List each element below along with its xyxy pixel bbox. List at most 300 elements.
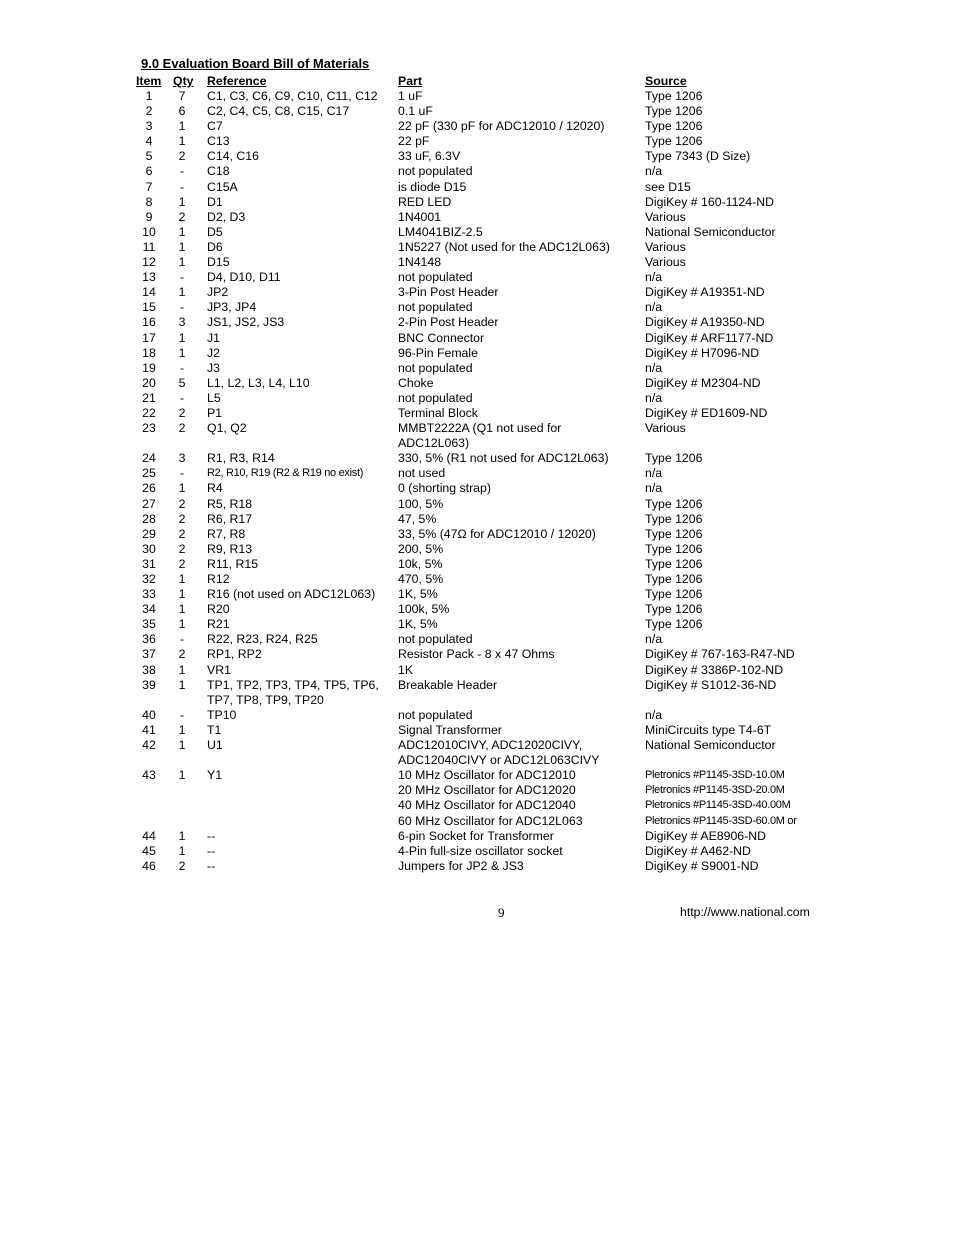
part-description-line: Breakable Header: [398, 677, 498, 692]
reference-designators-line: JP3, JP4: [207, 300, 257, 315]
quantity: -: [179, 164, 185, 179]
part-source-line: DigiKey # H7096-ND: [645, 345, 760, 360]
part-description: [398, 89, 423, 104]
item-number: 44: [142, 828, 156, 843]
part-source-line: Type 1206: [645, 556, 703, 571]
reference-designators: [207, 663, 231, 678]
reference-designators-line: U1: [207, 738, 223, 753]
reference-designators: [207, 391, 221, 406]
part-description: [398, 542, 443, 557]
quantity: 2: [178, 556, 186, 571]
part-description: [398, 497, 443, 512]
part-source-line: see D15: [645, 179, 691, 194]
part-description-line: ADC12010CIVY, ADC12020CIVY,: [398, 738, 583, 753]
part-description: [398, 104, 433, 119]
reference-designators: [207, 451, 275, 466]
reference-designators: [207, 542, 252, 557]
quantity: 2: [178, 647, 186, 662]
part-source-line: Type 1206: [645, 89, 703, 103]
part-source-line: n/a: [645, 360, 663, 375]
part-source: [645, 527, 702, 542]
item-number: 37: [142, 647, 156, 662]
reference-designators-line: C18: [207, 164, 230, 179]
reference-designators: [207, 497, 252, 512]
reference-designators: [207, 527, 245, 542]
quantity: 2: [178, 496, 186, 511]
part-source-line: Type 1206: [645, 587, 703, 602]
reference-designators-line: C13: [207, 134, 230, 149]
quantity: 3: [178, 315, 186, 330]
reference-designators-line: D4, D10, D11: [207, 270, 281, 285]
quantity: -: [179, 360, 185, 375]
part-description: [398, 466, 445, 481]
table-row: [0, 195, 954, 210]
part-source: [645, 663, 783, 678]
part-source: [645, 587, 702, 602]
item-number: 7: [145, 179, 153, 194]
part-description-line: 1K: [398, 662, 414, 677]
reference-designators: [207, 768, 222, 783]
reference-designators: [207, 240, 223, 255]
reference-designators: [207, 119, 223, 134]
part-source-line: Pletronics #P1145-3SD-10.0M: [645, 769, 785, 782]
table-row: [0, 708, 954, 723]
reference-designators: [207, 195, 223, 210]
part-description-line: 200, 5%: [398, 541, 444, 556]
part-description-line: ADC12L063): [398, 436, 470, 451]
quantity: -: [179, 270, 185, 285]
part-source: [645, 678, 776, 693]
part-source-line: Type 7343 (D Size): [645, 149, 751, 164]
reference-designators: [207, 376, 310, 391]
reference-designators: [207, 859, 215, 874]
part-source-line: DigiKey # M2304-ND: [645, 375, 761, 390]
part-description: [398, 768, 583, 828]
table-row: [0, 255, 954, 270]
table-row: [0, 210, 954, 225]
part-source: [645, 406, 767, 421]
part-source: [645, 481, 662, 496]
reference-designators-line: D15: [207, 255, 230, 270]
part-description-line: 0 (shorting strap): [398, 481, 491, 496]
part-source-line: Various: [645, 421, 686, 436]
reference-designators-line: L5: [207, 390, 221, 405]
reference-designators: [207, 466, 363, 481]
part-description: [398, 300, 473, 315]
part-description-line: 2-Pin Post Header: [398, 315, 499, 330]
reference-designators: [207, 361, 220, 376]
part-source-line: n/a: [645, 300, 663, 315]
table-row: [0, 331, 954, 346]
reference-designators: [207, 678, 379, 708]
part-source: [645, 542, 702, 557]
reference-designators: [207, 210, 245, 225]
table-row: [0, 497, 954, 512]
table-row: [0, 119, 954, 134]
table-row: [0, 315, 954, 330]
reference-designators-line: D1: [207, 194, 223, 209]
quantity: 1: [178, 194, 186, 209]
quantity: 1: [178, 828, 186, 843]
item-number: 29: [142, 526, 156, 541]
part-source: [645, 602, 702, 617]
part-description-line: is diode D15: [398, 179, 467, 194]
item-number: 19: [142, 360, 156, 375]
part-description-line: LM4041BIZ-2.5: [398, 224, 483, 239]
part-source: [645, 844, 751, 859]
part-description-line: 0.1 uF: [398, 104, 433, 119]
part-source: [645, 300, 662, 315]
reference-designators: [207, 255, 230, 270]
reference-designators-line: VR1: [207, 662, 231, 677]
part-source: [645, 180, 691, 195]
part-source-line: DigiKey # S9001-ND: [645, 858, 759, 873]
item-number: 28: [142, 511, 156, 526]
part-source-line: DigiKey # A19350-ND: [645, 315, 765, 330]
quantity: 1: [178, 134, 186, 149]
part-source-line: MiniCircuits type T4-6T: [645, 722, 772, 737]
part-source: [645, 270, 662, 285]
item-number: 35: [142, 617, 156, 632]
part-source: [645, 134, 702, 149]
reference-designators-line: C15A: [207, 179, 238, 194]
item-number: 9: [145, 209, 153, 224]
quantity: -: [179, 466, 185, 481]
part-description: [398, 119, 604, 134]
table-row: [0, 451, 954, 466]
part-source: [645, 89, 702, 104]
part-source: [645, 829, 766, 844]
table-row: [0, 225, 954, 240]
part-description: [398, 617, 438, 632]
item-number: 18: [142, 345, 156, 360]
part-description: [398, 421, 561, 451]
part-source: [645, 391, 662, 406]
part-description: [398, 180, 466, 195]
part-source: [645, 466, 662, 481]
quantity: 1: [178, 768, 186, 783]
part-source-line: DigiKey # 767-163-R47-ND: [645, 647, 795, 662]
item-number: 33: [142, 587, 156, 602]
table-row: [0, 617, 954, 632]
reference-designators: [207, 844, 215, 859]
quantity: -: [179, 179, 185, 194]
reference-designators-line: Y1: [207, 768, 223, 783]
table-row: [0, 421, 954, 451]
part-source-line: Pletronics #P1145-3SD-40.00M: [645, 799, 791, 812]
part-source: [645, 255, 686, 270]
reference-designators-line: R22, R23, R24, R25: [207, 632, 318, 647]
part-description-line: not populated: [398, 632, 473, 647]
reference-designators: [207, 270, 281, 285]
table-row: [0, 542, 954, 557]
part-description-line: Signal Transformer: [398, 722, 502, 737]
table-row: [0, 587, 954, 602]
part-description: [398, 331, 484, 346]
quantity: 1: [178, 722, 186, 737]
part-source-line: DigiKey # S1012-36-ND: [645, 677, 777, 692]
part-description: [398, 512, 436, 527]
part-description-line: 1 uF: [398, 89, 423, 103]
part-description-line: 470, 5%: [398, 572, 444, 586]
table-row: [0, 300, 954, 315]
part-source-line: National Semiconductor: [645, 224, 776, 239]
table-row: [0, 632, 954, 647]
part-source: [645, 195, 774, 210]
part-source: [645, 240, 686, 255]
reference-designators-line: R20: [207, 602, 230, 617]
item-number: 36: [142, 632, 156, 647]
quantity: -: [179, 300, 185, 315]
part-description: [398, 406, 478, 421]
part-description-line: MMBT2222A (Q1 not used for: [398, 421, 562, 436]
quantity: 2: [178, 209, 186, 224]
part-source-line: DigiKey # A462-ND: [645, 843, 751, 858]
table-row: [0, 285, 954, 300]
reference-designators: [207, 180, 238, 195]
part-description-line: not populated: [398, 164, 473, 179]
item-number: 13: [142, 270, 156, 285]
reference-designators-line: C14, C16: [207, 149, 259, 164]
item-number: 17: [142, 330, 156, 345]
reference-designators-line: R1, R3, R14: [207, 451, 275, 466]
part-source: [645, 164, 662, 179]
part-description-line: 10k, 5%: [398, 556, 443, 571]
reference-designators-line: C2, C4, C5, C8, C15, C17: [207, 104, 350, 119]
part-description-line: ADC12040CIVY or ADC12L063CIVY: [398, 753, 600, 768]
reference-designators-line: R21: [207, 617, 230, 632]
part-description-line: 10 MHz Oscillator for ADC12010: [398, 768, 576, 783]
part-description-line: 1K, 5%: [398, 587, 438, 602]
item-number: 30: [142, 541, 156, 556]
table-row: [0, 723, 954, 738]
reference-designators-line: TP1, TP2, TP3, TP4, TP5, TP6,: [207, 677, 379, 692]
part-description: [398, 632, 473, 647]
item-number: 39: [142, 677, 156, 692]
part-source: [645, 361, 662, 376]
part-source-line: Type 1206: [645, 496, 703, 511]
reference-designators-line: R16 (not used on ADC12L063): [207, 587, 376, 602]
reference-designators-line: C1, C3, C6, C9, C10, C11, C12: [207, 89, 378, 103]
quantity: 3: [178, 451, 186, 466]
part-description-line: BNC Connector: [398, 330, 485, 345]
part-source-line: Various: [645, 209, 686, 224]
reference-designators: [207, 723, 221, 738]
part-source: [645, 346, 759, 361]
table-row: [0, 844, 954, 859]
quantity: 2: [178, 405, 186, 420]
part-description-line: not populated: [398, 390, 473, 405]
table-row: [0, 829, 954, 844]
reference-designators: [207, 572, 230, 587]
part-description: [398, 602, 449, 617]
table-row: [0, 406, 954, 421]
item-number: 31: [142, 556, 156, 571]
quantity: 1: [178, 239, 186, 254]
column-header-reference: Reference: [207, 74, 267, 88]
reference-designators: [207, 421, 247, 436]
reference-designators: [207, 829, 215, 844]
reference-designators: [207, 285, 228, 300]
reference-designators-line: --: [207, 828, 216, 843]
quantity: 1: [178, 662, 186, 677]
table-row: [0, 602, 954, 617]
item-number: 34: [142, 602, 156, 617]
part-description: [398, 346, 478, 361]
reference-designators-line: J1: [207, 330, 220, 345]
quantity: 5: [178, 375, 186, 390]
item-number: 32: [142, 572, 156, 586]
quantity: 2: [178, 149, 186, 164]
part-source: [645, 738, 776, 753]
page-number: 9: [498, 905, 505, 920]
table-row: [0, 663, 954, 678]
part-description: [398, 195, 451, 210]
part-source-line: Type 1206: [645, 617, 703, 632]
quantity: 1: [178, 843, 186, 858]
part-source-line: Type 1206: [645, 104, 703, 119]
part-source: [645, 557, 702, 572]
quantity: 1: [178, 330, 186, 345]
part-description: [398, 451, 609, 466]
quantity: 1: [178, 345, 186, 360]
item-number: 10: [142, 224, 156, 239]
quantity: 2: [178, 511, 186, 526]
table-row: [0, 134, 954, 149]
reference-designators: [207, 647, 262, 662]
reference-designators-line: L1, L2, L3, L4, L10: [207, 375, 310, 390]
part-description: [398, 829, 554, 844]
item-number: 14: [142, 285, 156, 300]
reference-designators: [207, 406, 222, 421]
reference-designators-line: C7: [207, 119, 223, 134]
reference-designators: [207, 512, 252, 527]
quantity: -: [179, 632, 185, 647]
reference-designators: [207, 632, 318, 647]
reference-designators: [207, 481, 223, 496]
part-description: [398, 844, 563, 859]
item-number: 3: [145, 119, 153, 134]
part-description: [398, 391, 473, 406]
quantity: -: [179, 707, 185, 722]
part-description-line: not populated: [398, 707, 473, 722]
part-source: [645, 647, 795, 662]
reference-designators: [207, 300, 256, 315]
column-header-qty: Qty: [173, 74, 194, 88]
part-description: [398, 225, 483, 240]
part-description-line: not populated: [398, 300, 473, 315]
reference-designators: [207, 134, 230, 149]
reference-designators-line: R2, R10, R19 (R2 & R19 no exist): [207, 467, 364, 480]
part-description-line: 1N5227 (Not used for the ADC12L063): [398, 239, 610, 254]
part-source-line: Various: [645, 255, 686, 270]
part-source-line: n/a: [645, 632, 663, 647]
table-row: [0, 527, 954, 542]
reference-designators-line: R6, R17: [207, 511, 253, 526]
part-description-line: not used: [398, 466, 446, 481]
reference-designators-line: D2, D3: [207, 209, 246, 224]
reference-designators-line: D5: [207, 224, 223, 239]
part-source: [645, 859, 758, 874]
item-number: 43: [142, 768, 156, 783]
table-row: [0, 738, 954, 768]
table-row: [0, 557, 954, 572]
table-row: [0, 768, 954, 828]
quantity: 6: [178, 104, 186, 119]
part-source: [645, 421, 686, 436]
reference-designators: [207, 331, 220, 346]
part-description: [398, 149, 460, 164]
table-row: [0, 149, 954, 164]
item-number: 23: [142, 421, 156, 436]
reference-designators-line: JS1, JS2, JS3: [207, 315, 285, 330]
column-header-source: Source: [645, 74, 687, 88]
table-row: [0, 859, 954, 874]
quantity: 1: [178, 285, 186, 300]
part-description: [398, 647, 555, 662]
part-description: [398, 859, 524, 874]
quantity: -: [179, 390, 185, 405]
table-row: [0, 346, 954, 361]
reference-designators-line: --: [207, 858, 216, 873]
bom-table-body: [0, 89, 954, 874]
part-source-line: Pletronics #P1145-3SD-60.0M or: [645, 814, 797, 827]
table-row: [0, 572, 954, 587]
part-description-line: 100, 5%: [398, 496, 444, 511]
part-source-line: DigiKey # 160-1124-ND: [645, 194, 774, 209]
part-description-line: not populated: [398, 360, 473, 375]
column-header-part: Part: [398, 74, 422, 88]
item-number: 6: [145, 164, 153, 179]
reference-designators: [207, 587, 375, 602]
part-description: [398, 376, 434, 391]
part-source-line: Type 1206: [645, 134, 703, 149]
reference-designators-line: D6: [207, 239, 223, 254]
item-number: 12: [142, 255, 156, 270]
part-description: [398, 723, 502, 738]
part-description: [398, 557, 442, 572]
part-source: [645, 315, 765, 330]
reference-designators: [207, 104, 349, 119]
item-number: 8: [145, 194, 153, 209]
part-source: [645, 723, 771, 738]
part-description-line: 1N4001: [398, 209, 442, 224]
quantity: 1: [178, 255, 186, 270]
reference-designators-line: JP2: [207, 285, 229, 300]
item-number: 25: [142, 466, 156, 481]
part-description: [398, 315, 498, 330]
reference-designators-line: R4: [207, 481, 223, 496]
part-description-line: 330, 5% (R1 not used for ADC12L063): [398, 451, 609, 466]
part-description: [398, 255, 441, 270]
part-source-line: n/a: [645, 466, 663, 481]
part-source: [645, 149, 750, 164]
reference-designators-line: R11, R15: [207, 556, 259, 571]
table-row: [0, 376, 954, 391]
table-row: [0, 647, 954, 662]
reference-designators-line: TP10: [207, 707, 237, 722]
quantity: 1: [178, 224, 186, 239]
reference-designators-line: --: [207, 843, 216, 858]
table-row: [0, 164, 954, 179]
part-description: [398, 270, 473, 285]
part-description-line: 33 uF, 6.3V: [398, 149, 461, 164]
part-description: [398, 361, 473, 376]
part-description-line: 1K, 5%: [398, 617, 438, 632]
part-description: [398, 210, 441, 225]
part-description: [398, 678, 497, 693]
part-source-line: Type 1206: [645, 119, 703, 134]
